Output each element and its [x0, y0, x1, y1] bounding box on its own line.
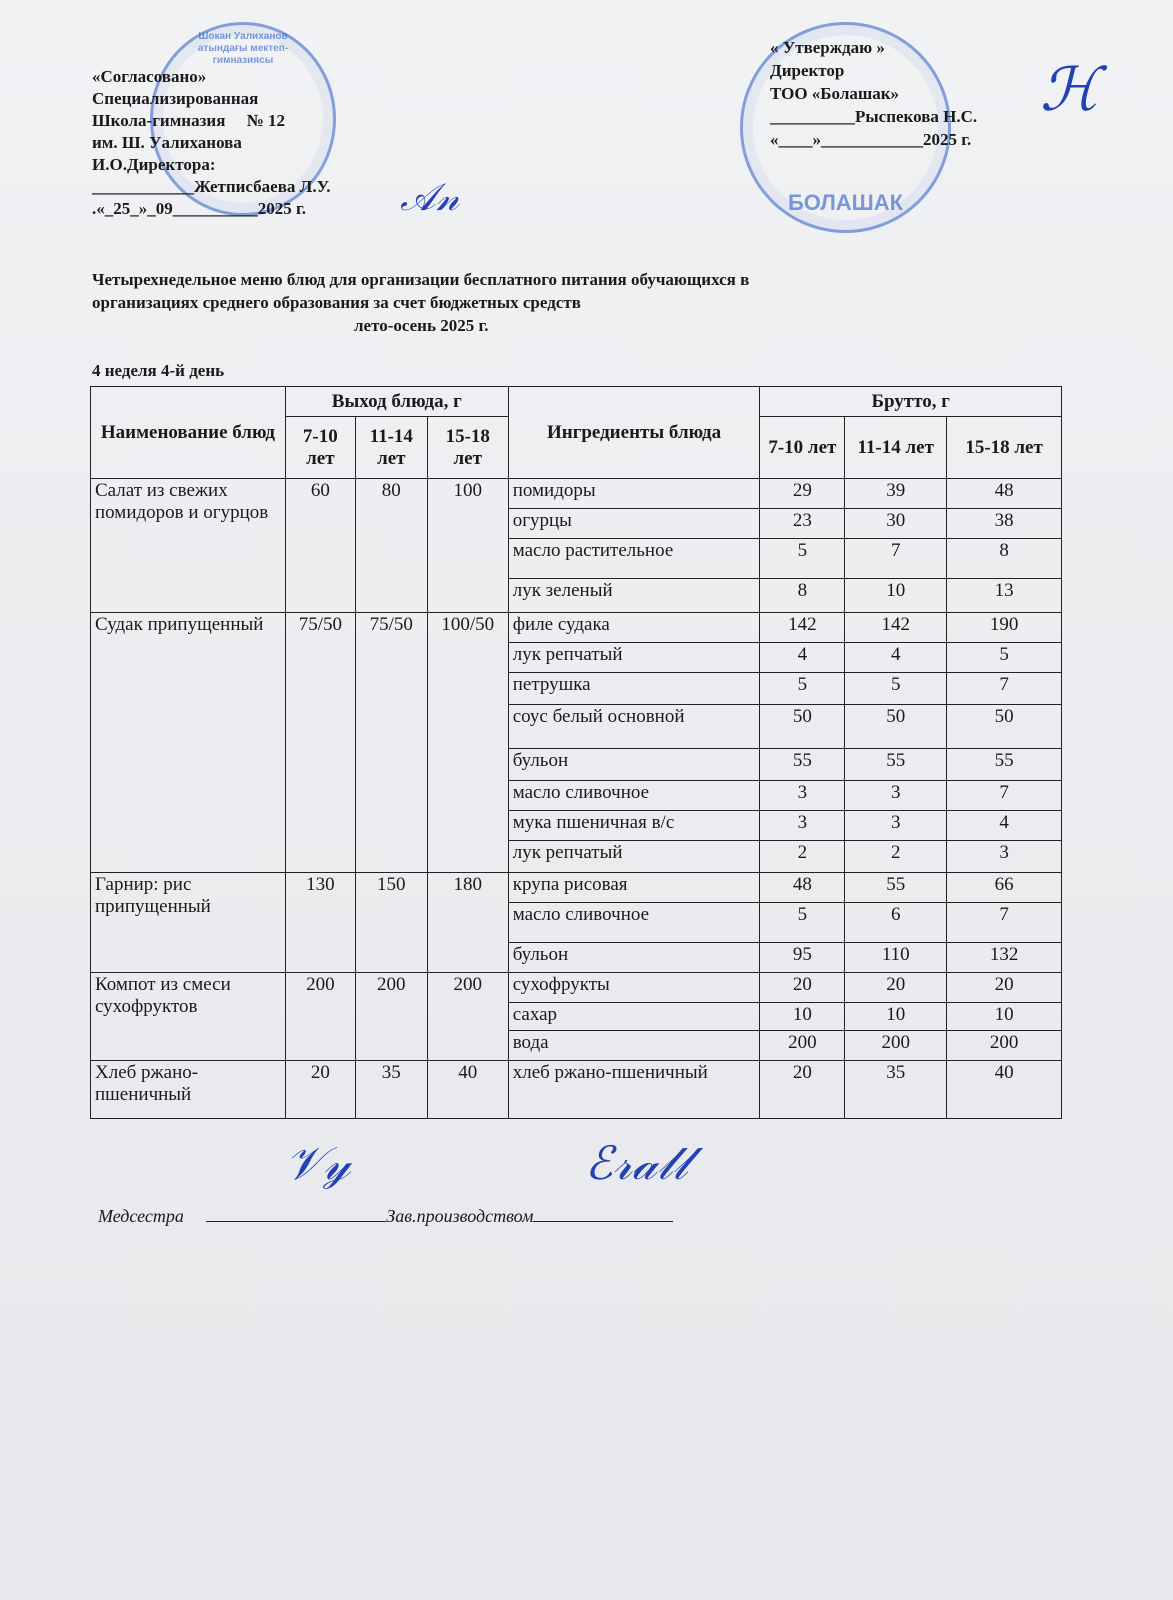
dish-yield: 75/50 — [355, 613, 427, 873]
ingredient-brutto: 7 — [947, 673, 1062, 705]
ingredient-name: сухофрукты — [508, 973, 760, 1003]
dish-yield: 100/50 — [427, 613, 508, 873]
production-manager-signature: ℰ𝓇𝒶𝓁𝓁 — [585, 1136, 688, 1190]
approval-line: И.О.Директора: — [92, 155, 216, 174]
dish-name: Салат из свежих помидоров и огурцов — [91, 479, 286, 613]
signature-director-right: ℋ — [1040, 55, 1100, 125]
ingredient-brutto: 2 — [760, 841, 845, 873]
ingredient-name: петрушка — [508, 673, 760, 705]
ingredient-brutto: 50 — [947, 705, 1062, 749]
ingredient-name: огурцы — [508, 509, 760, 539]
approval-block-right — [770, 36, 977, 151]
dish-yield: 130 — [285, 873, 355, 973]
ingredient-brutto: 7 — [947, 781, 1062, 811]
header-brutto: Брутто, г — [760, 387, 1062, 417]
nurse-signature-line — [206, 1221, 386, 1222]
ingredient-brutto: 20 — [760, 1061, 845, 1119]
nurse-signature: 𝒱𝓎 — [285, 1136, 351, 1190]
ingredient-brutto: 20 — [760, 973, 845, 1003]
ingredient-name: филе судака — [508, 613, 760, 643]
menu-table — [90, 386, 1062, 1119]
ingredient-brutto: 40 — [947, 1061, 1062, 1119]
ingredient-brutto: 200 — [845, 1031, 947, 1061]
header-brutto-age: 11-14 лет — [845, 417, 947, 479]
approval-line: Школа-гимназия № 12 — [92, 111, 286, 130]
ingredient-brutto: 4 — [760, 643, 845, 673]
ingredient-name: мука пшеничная в/с — [508, 811, 760, 841]
ingredient-name: лук репчатый — [508, 841, 760, 873]
ingredient-brutto: 66 — [947, 873, 1062, 903]
ingredient-brutto: 142 — [845, 613, 947, 643]
ingredient-name: вода — [508, 1031, 760, 1061]
dish-yield: 75/50 — [285, 613, 355, 873]
stamp-text: Шокан Уалиханов атындағы мектеп-гимназиясы — [197, 31, 289, 66]
ingredient-brutto: 132 — [947, 943, 1062, 973]
table-row — [91, 973, 1062, 1003]
title-line: организациях среднего образования за счет бюджетных средств — [92, 293, 581, 312]
title-line: Четырехнедельное меню блюд для организации бесплатного питания обучающихся в — [92, 270, 750, 289]
header-brutto-age: 7-10 лет — [760, 417, 845, 479]
header-brutto-age: 15-18 лет — [947, 417, 1062, 479]
approval-line: Специализированная — [92, 89, 259, 108]
header-yield-age: 11-14 лет — [355, 417, 427, 479]
dish-yield: 150 — [355, 873, 427, 973]
ingredient-brutto: 110 — [845, 943, 947, 973]
ingredient-name: бульон — [508, 943, 760, 973]
header-ingredients: Ингредиенты блюда — [508, 387, 760, 479]
dish-name: Гарнир: рис припущенный — [91, 873, 286, 973]
ingredient-brutto: 3 — [760, 781, 845, 811]
signature-director-left: 𝒜𝓃 — [400, 175, 460, 219]
ingredient-brutto: 10 — [845, 579, 947, 613]
ingredient-name: масло растительное — [508, 539, 760, 579]
dish-name: Компот из смеси сухофруктов — [91, 973, 286, 1061]
ingredient-brutto: 23 — [760, 509, 845, 539]
ingredient-brutto: 3 — [760, 811, 845, 841]
menu-table-body — [91, 479, 1062, 1119]
ingredient-brutto: 10 — [947, 1003, 1062, 1031]
approval-line: « Утверждаю » — [770, 38, 885, 57]
approval-line: .«_25_»_09__________2025 г. — [92, 199, 307, 218]
ingredient-brutto: 35 — [845, 1061, 947, 1119]
nurse-label: Медсестра — [98, 1206, 184, 1226]
dish-yield: 40 — [427, 1061, 508, 1119]
ingredient-brutto: 29 — [760, 479, 845, 509]
dish-yield: 200 — [427, 973, 508, 1061]
ingredient-brutto: 4 — [947, 811, 1062, 841]
ingredient-name: крупа рисовая — [508, 873, 760, 903]
ingredient-name: масло сливочное — [508, 781, 760, 811]
ingredient-brutto: 190 — [947, 613, 1062, 643]
header-dish-name: Наименование блюд — [91, 387, 286, 479]
approval-line: __________Рыспекова Н.С. — [770, 107, 978, 126]
title-season: лето-осень 2025 г. — [354, 316, 489, 335]
header-yield-age: 7-10 лет — [285, 417, 355, 479]
ingredient-brutto: 2 — [845, 841, 947, 873]
signatures-footer — [98, 1205, 673, 1227]
ingredient-name: лук репчатый — [508, 643, 760, 673]
ingredient-brutto: 3 — [845, 781, 947, 811]
document-title — [92, 268, 992, 337]
approval-line: ТОО «Болашак» — [770, 84, 900, 103]
ingredient-brutto: 5 — [947, 643, 1062, 673]
ingredient-brutto: 8 — [760, 579, 845, 613]
ingredient-brutto: 10 — [845, 1003, 947, 1031]
ingredient-brutto: 10 — [760, 1003, 845, 1031]
approval-line: «____»____________2025 г. — [770, 130, 972, 149]
table-row — [91, 479, 1062, 509]
ingredient-name: сахар — [508, 1003, 760, 1031]
dish-yield: 20 — [285, 1061, 355, 1119]
ingredient-brutto: 6 — [845, 903, 947, 943]
dish-yield: 180 — [427, 873, 508, 973]
approval-line: ____________Жетписбаева Л.У. — [92, 177, 331, 196]
dish-yield: 35 — [355, 1061, 427, 1119]
ingredient-name: лук зеленый — [508, 579, 760, 613]
approval-line: «Согласовано» — [92, 67, 207, 86]
ingredient-brutto: 55 — [845, 873, 947, 903]
ingredient-brutto: 48 — [760, 873, 845, 903]
dish-yield: 60 — [285, 479, 355, 613]
week-day-label: 4 неделя 4-й день — [92, 361, 225, 380]
ingredient-brutto: 5 — [760, 539, 845, 579]
ingredient-brutto: 50 — [760, 705, 845, 749]
ingredient-brutto: 7 — [845, 539, 947, 579]
approval-line: им. Ш. Уалиханова — [92, 133, 242, 152]
ingredient-name: масло сливочное — [508, 903, 760, 943]
ingredient-brutto: 50 — [845, 705, 947, 749]
ingredient-brutto: 20 — [947, 973, 1062, 1003]
production-manager-label: Зав.производством — [386, 1206, 534, 1226]
ingredient-brutto: 3 — [845, 811, 947, 841]
ingredient-name: помидоры — [508, 479, 760, 509]
table-row — [91, 1061, 1062, 1119]
ingredient-brutto: 142 — [760, 613, 845, 643]
ingredient-brutto: 5 — [760, 903, 845, 943]
ingredient-brutto: 7 — [947, 903, 1062, 943]
ingredient-name: соус белый основной — [508, 705, 760, 749]
ingredient-brutto: 20 — [845, 973, 947, 1003]
ingredient-brutto: 55 — [845, 749, 947, 781]
dish-name: Хлеб ржано-пшеничный — [91, 1061, 286, 1119]
ingredient-brutto: 3 — [947, 841, 1062, 873]
production-signature-line — [533, 1221, 673, 1222]
approval-block-left — [92, 66, 331, 220]
table-row — [91, 873, 1062, 903]
ingredient-brutto: 55 — [947, 749, 1062, 781]
dish-name: Судак припущенный — [91, 613, 286, 873]
ingredient-brutto: 5 — [845, 673, 947, 705]
ingredient-brutto: 55 — [760, 749, 845, 781]
dish-yield: 200 — [355, 973, 427, 1061]
approval-line: Директор — [770, 61, 845, 80]
ingredient-brutto: 200 — [760, 1031, 845, 1061]
ingredient-brutto: 4 — [845, 643, 947, 673]
stamp-text: БОЛАШАК — [787, 190, 904, 215]
ingredient-brutto: 95 — [760, 943, 845, 973]
dish-yield: 200 — [285, 973, 355, 1061]
ingredient-brutto: 5 — [760, 673, 845, 705]
ingredient-brutto: 200 — [947, 1031, 1062, 1061]
table-row — [91, 613, 1062, 643]
ingredient-brutto: 39 — [845, 479, 947, 509]
dish-yield: 100 — [427, 479, 508, 613]
ingredient-name: хлеб ржано-пшеничный — [508, 1061, 760, 1119]
header-yield-age: 15-18 лет — [427, 417, 508, 479]
ingredient-brutto: 8 — [947, 539, 1062, 579]
dish-yield: 80 — [355, 479, 427, 613]
ingredient-brutto: 30 — [845, 509, 947, 539]
header-yield: Выход блюда, г — [285, 387, 508, 417]
ingredient-brutto: 38 — [947, 509, 1062, 539]
ingredient-brutto: 13 — [947, 579, 1062, 613]
ingredient-name: бульон — [508, 749, 760, 781]
ingredient-brutto: 48 — [947, 479, 1062, 509]
